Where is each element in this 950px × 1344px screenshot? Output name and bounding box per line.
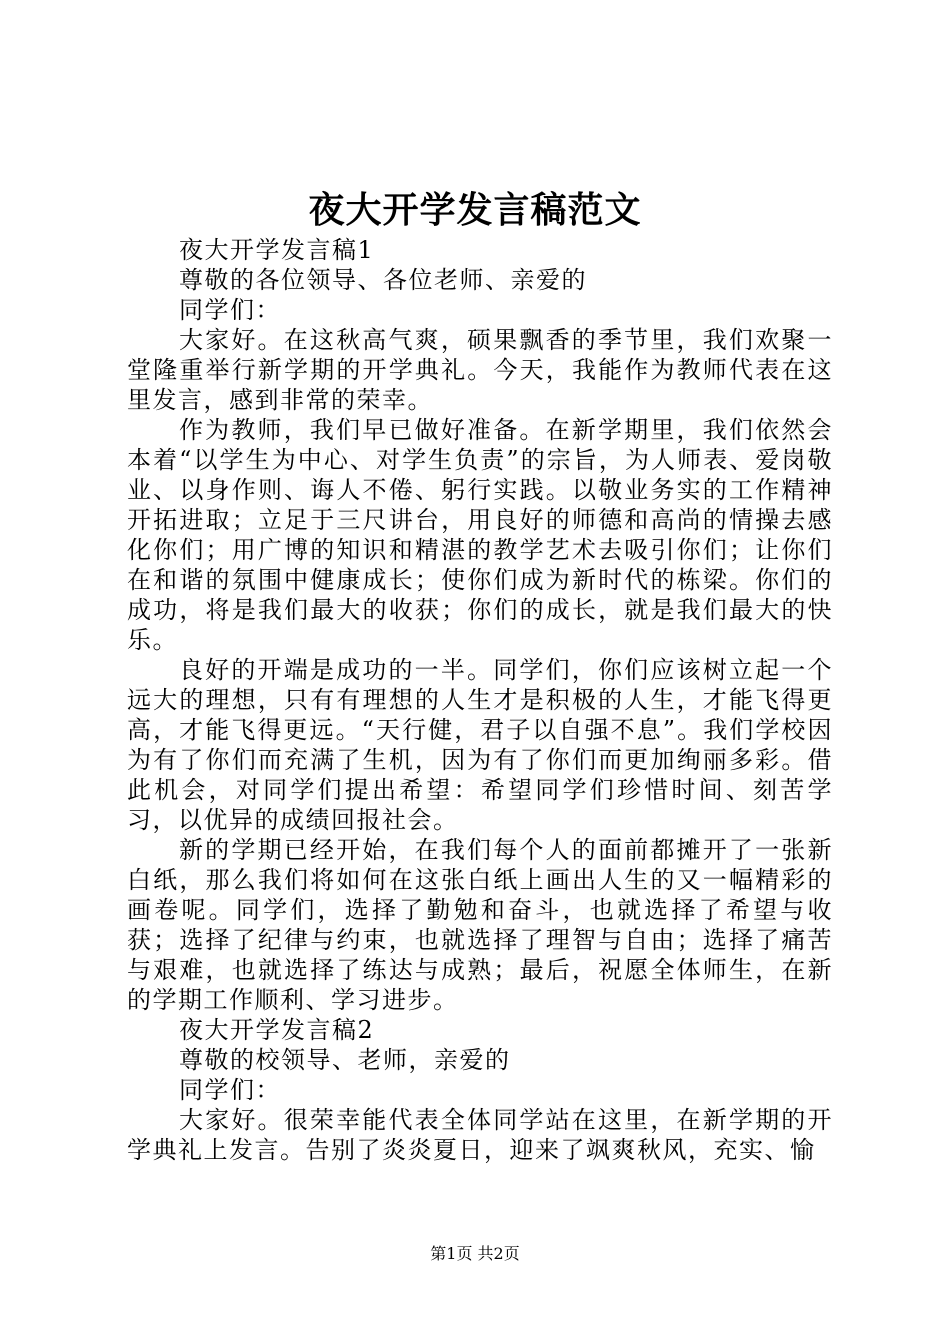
paragraph-greeting: 大家好。在这秋高气爽，硕果飘香的季节里，我们欢聚一堂隆重举行新学期的开学典礼。今天，我能作为教师代表在这里发言，感到非常的荣幸。 bbox=[127, 326, 833, 414]
paragraph-student-greeting: 大家好。很荣幸能代表全体同学站在这里，在新学期的开学典礼上发言。告别了炎炎夏日，迎来了飒爽秋风，充实、愉 bbox=[127, 1106, 833, 1164]
document-title: 夜大开学发言稿范文 bbox=[308, 189, 642, 231]
paragraph-new-semester: 新的学期已经开始，在我们每个人的面前都摊开了一张新白纸，那么我们将如何在这张白纸上画出人生的又一幅精彩的画卷呢。同学们，选择了勤勉和奋斗，也就选择了希望与收获；选择了纪律与约束，也就选择了理智与自由；选择了痛苦与艰难，也就选择了练达与成熟；最后，祝愿全体师生，在新的学期工作顺利、学习进步。 bbox=[127, 836, 833, 1014]
page-footer: 第1页 共2页 bbox=[430, 1244, 520, 1263]
salutation-line-3: 尊敬的校领导、老师，亲爱的 bbox=[179, 1046, 511, 1074]
section-heading-1: 夜大开学发言稿1 bbox=[179, 236, 375, 264]
document-body bbox=[127, 235, 833, 1165]
section-heading-2: 夜大开学发言稿2 bbox=[179, 1016, 375, 1044]
salutation-line-4: 同学们： bbox=[179, 1076, 281, 1104]
paragraph-teacher: 作为教师，我们早已做好准备。在新学期里，我们依然会本着“以学生为中心、对学生负责”的宗旨，为人师表、爱岗敬业、以身作则、诲人不倦、躬行实践。以敬业务实的工作精神开拓进取；立足于三尺讲台，用良好的师德和高尚的情操去感化你们；用广博的知识和精湛的教学艺术去吸引你们；让你们在和谐的氛围中健康成长；使你们成为新时代的栋梁。你们的成功，将是我们最大的收获；你们的成长，就是我们最大的快乐。 bbox=[127, 416, 833, 654]
paragraph-good-start: 良好的开端是成功的一半。同学们，你们应该树立起一个远大的理想，只有有理想的人生才是积极的人生，才能飞得更高，才能飞得更远。“天行健，君子以自强不息”。我们学校因为有了你们而充满了生机，因为有了你们而更加绚丽多彩。借此机会，对同学们提出希望：希望同学们珍惜时间、刻苦学习，以优异的成绩回报社会。 bbox=[127, 656, 833, 834]
salutation-line-2: 同学们： bbox=[179, 296, 281, 324]
salutation-line-1: 尊敬的各位领导、各位老师、亲爱的 bbox=[179, 266, 587, 294]
